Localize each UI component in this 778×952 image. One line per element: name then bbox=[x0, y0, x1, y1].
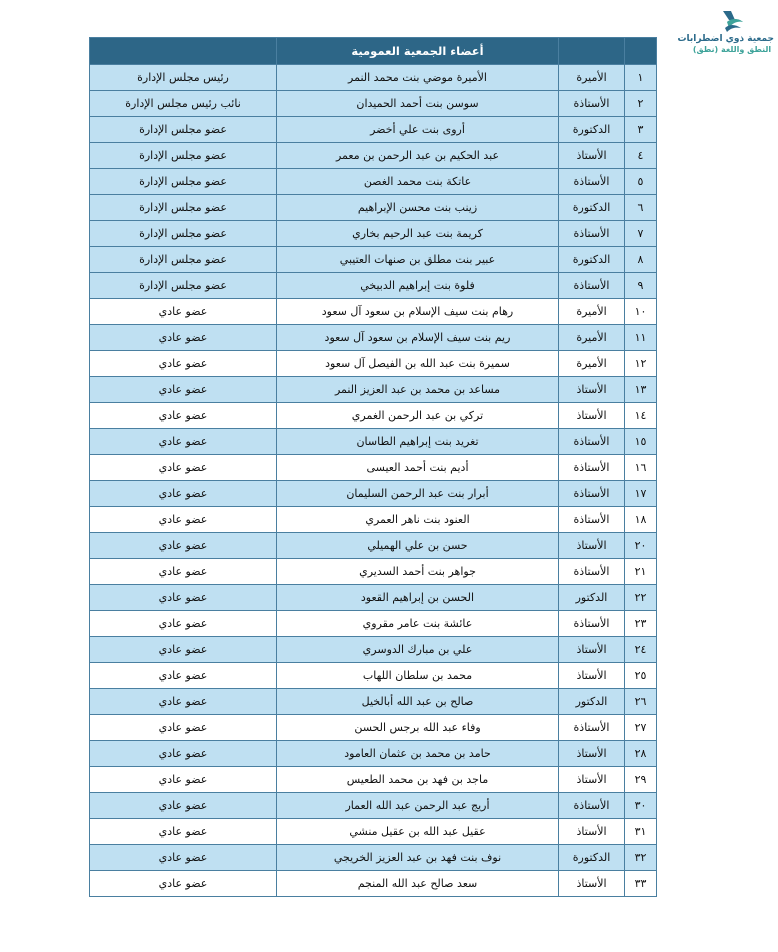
member-title: الأستاذ bbox=[559, 819, 625, 845]
member-title: الأستاذة bbox=[559, 429, 625, 455]
member-title: الأستاذ bbox=[559, 767, 625, 793]
member-name: أبرار بنت عبد الرحمن السليمان bbox=[277, 481, 559, 507]
table-row bbox=[90, 247, 657, 273]
org-logo-icon bbox=[719, 8, 745, 34]
row-number: ٥ bbox=[625, 169, 657, 195]
member-title: الدكتورة bbox=[559, 195, 625, 221]
table-row bbox=[90, 533, 657, 559]
row-number: ١٤ bbox=[625, 403, 657, 429]
table-header-row bbox=[90, 38, 657, 65]
table-row bbox=[90, 299, 657, 325]
member-role: عضو عادي bbox=[90, 429, 277, 455]
row-number: ٢١ bbox=[625, 559, 657, 585]
member-title: الأميرة bbox=[559, 299, 625, 325]
member-role: عضو مجلس الإدارة bbox=[90, 247, 277, 273]
member-role: نائب رئيس مجلس الإدارة bbox=[90, 91, 277, 117]
member-title: الدكتورة bbox=[559, 845, 625, 871]
member-name: سميرة بنت عبد الله بن الفيصل آل سعود bbox=[277, 351, 559, 377]
member-title: الأستاذة bbox=[559, 91, 625, 117]
member-role: عضو عادي bbox=[90, 377, 277, 403]
header-number-cell bbox=[625, 38, 657, 65]
row-number: ١٨ bbox=[625, 507, 657, 533]
member-title: الأستاذ bbox=[559, 377, 625, 403]
member-role: عضو مجلس الإدارة bbox=[90, 221, 277, 247]
row-number: ٢٥ bbox=[625, 663, 657, 689]
member-role: عضو عادي bbox=[90, 871, 277, 897]
row-number: ٣ bbox=[625, 117, 657, 143]
table-row bbox=[90, 169, 657, 195]
member-title: الأميرة bbox=[559, 65, 625, 91]
member-name: عبد الحكيم بن عبد الرحمن بن معمر bbox=[277, 143, 559, 169]
member-role: عضو مجلس الإدارة bbox=[90, 143, 277, 169]
table-row bbox=[90, 351, 657, 377]
member-name: سعد صالح عبد الله المنجم bbox=[277, 871, 559, 897]
member-title: الأستاذة bbox=[559, 481, 625, 507]
table-row bbox=[90, 689, 657, 715]
table-row bbox=[90, 143, 657, 169]
member-name: رهام بنت سيف الإسلام بن سعود آل سعود bbox=[277, 299, 559, 325]
member-title: الأستاذة bbox=[559, 559, 625, 585]
row-number: ٣٠ bbox=[625, 793, 657, 819]
row-number: ٢٨ bbox=[625, 741, 657, 767]
table-row bbox=[90, 195, 657, 221]
row-number: ٢٠ bbox=[625, 533, 657, 559]
table-row bbox=[90, 767, 657, 793]
logo-name-line2: النطق واللغة (نطق) bbox=[692, 45, 772, 54]
table-row bbox=[90, 507, 657, 533]
table-row bbox=[90, 377, 657, 403]
member-role: عضو عادي bbox=[90, 845, 277, 871]
row-number: ٩ bbox=[625, 273, 657, 299]
member-name: كريمة بنت عبد الرحيم بخاري bbox=[277, 221, 559, 247]
member-name: عاتكة بنت محمد الغصن bbox=[277, 169, 559, 195]
member-name: محمد بن سلطان اللهاب bbox=[277, 663, 559, 689]
member-role: عضو عادي bbox=[90, 715, 277, 741]
row-number: ٢٢ bbox=[625, 585, 657, 611]
member-title: الأميرة bbox=[559, 351, 625, 377]
row-number: ٢٦ bbox=[625, 689, 657, 715]
member-role: عضو عادي bbox=[90, 351, 277, 377]
member-name: مساعد بن محمد بن عبد العزيز النمر bbox=[277, 377, 559, 403]
member-name: العنود بنت ناهر العمري bbox=[277, 507, 559, 533]
member-role: عضو عادي bbox=[90, 481, 277, 507]
member-title: الأستاذة bbox=[559, 221, 625, 247]
member-name: أريج عبد الرحمن عبد الله العمار bbox=[277, 793, 559, 819]
table-row bbox=[90, 455, 657, 481]
table-row bbox=[90, 221, 657, 247]
member-title: الأستاذ bbox=[559, 143, 625, 169]
member-title: الأستاذ bbox=[559, 741, 625, 767]
row-number: ١ bbox=[625, 65, 657, 91]
member-role: عضو مجلس الإدارة bbox=[90, 117, 277, 143]
row-number: ١٢ bbox=[625, 351, 657, 377]
member-name: الأميرة موضي بنت محمد النمر bbox=[277, 65, 559, 91]
member-name: عائشة بنت عامر مقروي bbox=[277, 611, 559, 637]
table-row bbox=[90, 741, 657, 767]
member-role: عضو عادي bbox=[90, 455, 277, 481]
member-title: الأستاذ bbox=[559, 871, 625, 897]
row-number: ١١ bbox=[625, 325, 657, 351]
member-role: عضو عادي bbox=[90, 819, 277, 845]
member-title: الأميرة bbox=[559, 325, 625, 351]
table-title: أعضاء الجمعية العمومية bbox=[277, 38, 559, 65]
table-row bbox=[90, 663, 657, 689]
member-role: عضو عادي bbox=[90, 793, 277, 819]
row-number: ٢٣ bbox=[625, 611, 657, 637]
member-name: علي بن مبارك الدوسري bbox=[277, 637, 559, 663]
table-row bbox=[90, 429, 657, 455]
table-row bbox=[90, 637, 657, 663]
table-row bbox=[90, 611, 657, 637]
member-name: أديم بنت أحمد العيسى bbox=[277, 455, 559, 481]
row-number: ٢٧ bbox=[625, 715, 657, 741]
member-name: تغريد بنت إبراهيم الطاسان bbox=[277, 429, 559, 455]
member-name: عقيل عبد الله بن عقيل منشي bbox=[277, 819, 559, 845]
member-name: سوسن بنت أحمد الحميدان bbox=[277, 91, 559, 117]
header-role-cell bbox=[90, 38, 277, 65]
member-role: عضو عادي bbox=[90, 403, 277, 429]
member-role: عضو عادي bbox=[90, 559, 277, 585]
organization-logo bbox=[677, 8, 774, 68]
member-name: تركي بن عبد الرحمن الغمري bbox=[277, 403, 559, 429]
member-name: الحسن بن إبراهيم القعود bbox=[277, 585, 559, 611]
member-role: عضو مجلس الإدارة bbox=[90, 169, 277, 195]
member-role: عضو عادي bbox=[90, 325, 277, 351]
table-row bbox=[90, 793, 657, 819]
member-title: الدكتور bbox=[559, 689, 625, 715]
member-name: نوف بنت فهد بن عبد العزيز الخريجي bbox=[277, 845, 559, 871]
row-number: ١٠ bbox=[625, 299, 657, 325]
row-number: ٨ bbox=[625, 247, 657, 273]
member-name: ريم بنت سيف الإسلام بن سعود آل سعود bbox=[277, 325, 559, 351]
member-role: عضو عادي bbox=[90, 507, 277, 533]
row-number: ١٣ bbox=[625, 377, 657, 403]
row-number: ٣٢ bbox=[625, 845, 657, 871]
member-title: الأستاذ bbox=[559, 403, 625, 429]
table-row bbox=[90, 91, 657, 117]
member-role: عضو عادي bbox=[90, 611, 277, 637]
row-number: ٣٣ bbox=[625, 871, 657, 897]
member-title: الأستاذ bbox=[559, 637, 625, 663]
member-title: الأستاذة bbox=[559, 611, 625, 637]
table-row bbox=[90, 871, 657, 897]
member-role: عضو مجلس الإدارة bbox=[90, 195, 277, 221]
member-name: صالح بن عبد الله أبالخيل bbox=[277, 689, 559, 715]
table-row bbox=[90, 585, 657, 611]
row-number: ٣١ bbox=[625, 819, 657, 845]
member-title: الأستاذة bbox=[559, 455, 625, 481]
row-number: ٧ bbox=[625, 221, 657, 247]
table-row bbox=[90, 715, 657, 741]
member-role: عضو مجلس الإدارة bbox=[90, 273, 277, 299]
table-row bbox=[90, 819, 657, 845]
member-role: عضو عادي bbox=[90, 585, 277, 611]
member-name: ماجد بن فهد بن محمد الطعيس bbox=[277, 767, 559, 793]
row-number: ٢ bbox=[625, 91, 657, 117]
member-name: حامد بن محمد بن عثمان العامود bbox=[277, 741, 559, 767]
header-title-cell bbox=[559, 38, 625, 65]
member-role: رئيس مجلس الإدارة bbox=[90, 65, 277, 91]
row-number: ٢٩ bbox=[625, 767, 657, 793]
row-number: ٤ bbox=[625, 143, 657, 169]
member-title: الأستاذ bbox=[559, 533, 625, 559]
table-row bbox=[90, 845, 657, 871]
member-name: عبير بنت مطلق بن صنهات العتيبي bbox=[277, 247, 559, 273]
member-title: الأستاذة bbox=[559, 273, 625, 299]
logo-name-line1: جمعية ذوي اضطرابات bbox=[677, 34, 774, 44]
row-number: ١٥ bbox=[625, 429, 657, 455]
table-row bbox=[90, 559, 657, 585]
member-title: الأستاذ bbox=[559, 663, 625, 689]
member-role: عضو عادي bbox=[90, 663, 277, 689]
table-row bbox=[90, 481, 657, 507]
table-row bbox=[90, 325, 657, 351]
row-number: ٦ bbox=[625, 195, 657, 221]
member-title: الدكتورة bbox=[559, 117, 625, 143]
table-row bbox=[90, 403, 657, 429]
member-role: عضو عادي bbox=[90, 299, 277, 325]
member-name: حسن بن علي الهميلي bbox=[277, 533, 559, 559]
member-role: عضو عادي bbox=[90, 767, 277, 793]
member-name: وفاء عبد الله برجس الحسن bbox=[277, 715, 559, 741]
row-number: ١٧ bbox=[625, 481, 657, 507]
table-row bbox=[90, 117, 657, 143]
row-number: ١٦ bbox=[625, 455, 657, 481]
member-title: الأستاذة bbox=[559, 507, 625, 533]
member-role: عضو عادي bbox=[90, 637, 277, 663]
member-title: الدكتور bbox=[559, 585, 625, 611]
member-title: الأستاذة bbox=[559, 793, 625, 819]
member-role: عضو عادي bbox=[90, 741, 277, 767]
member-name: أروى بنت علي أخضر bbox=[277, 117, 559, 143]
member-name: جواهر بنت أحمد السديري bbox=[277, 559, 559, 585]
member-name: فلوة بنت إبراهيم الدبيخي bbox=[277, 273, 559, 299]
member-title: الأستاذة bbox=[559, 715, 625, 741]
member-role: عضو عادي bbox=[90, 689, 277, 715]
member-name: زينب بنت محسن الإبراهيم bbox=[277, 195, 559, 221]
members-table bbox=[89, 37, 657, 897]
table-row bbox=[90, 65, 657, 91]
member-title: الدكتورة bbox=[559, 247, 625, 273]
row-number: ٢٤ bbox=[625, 637, 657, 663]
table-row bbox=[90, 273, 657, 299]
member-title: الأستاذة bbox=[559, 169, 625, 195]
member-role: عضو عادي bbox=[90, 533, 277, 559]
